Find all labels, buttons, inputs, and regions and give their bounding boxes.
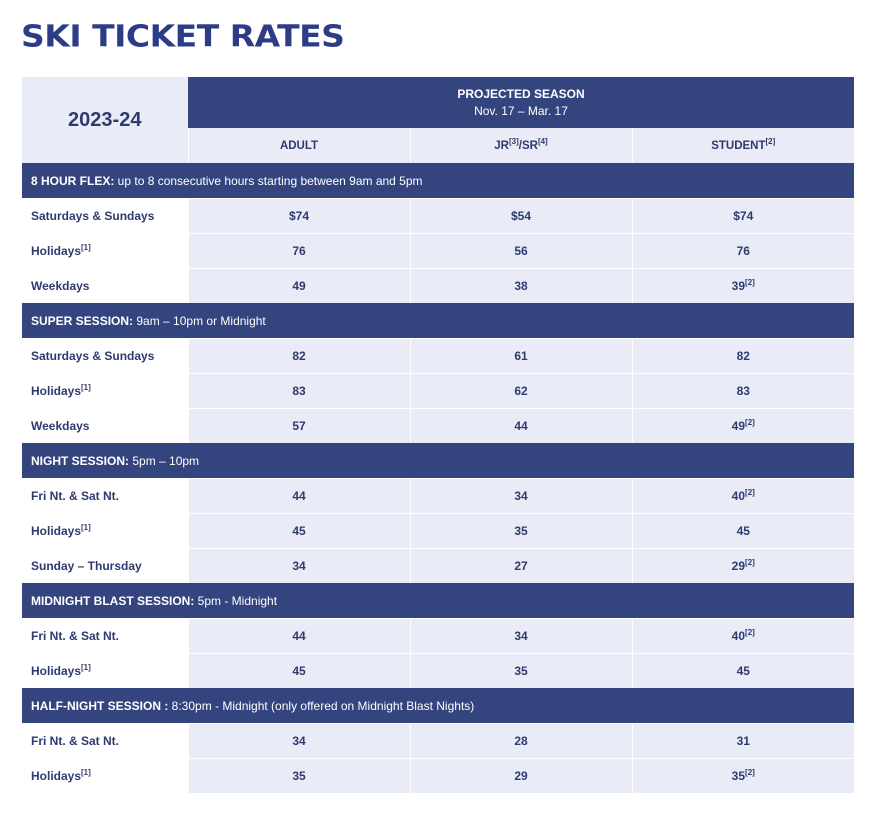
price-cell: 40[2] bbox=[632, 619, 854, 654]
section-name: MIDNIGHT BLAST SESSION: bbox=[31, 593, 195, 608]
row-label: Holidays[1] bbox=[22, 514, 188, 549]
price-cell: 76 bbox=[632, 234, 854, 269]
footnote-ref: [1] bbox=[81, 243, 91, 252]
price-cell: 57 bbox=[188, 409, 410, 444]
column-header-student: STUDENT[2] bbox=[632, 128, 854, 163]
section-title bbox=[22, 163, 854, 199]
section-title bbox=[22, 688, 854, 724]
rates-body bbox=[22, 163, 854, 793]
price-cell: 83 bbox=[632, 374, 854, 409]
price-cell: 45 bbox=[632, 654, 854, 689]
section-name: 8 HOUR FLEX: bbox=[31, 173, 115, 188]
row-label: Fri Nt. & Sat Nt. bbox=[22, 619, 188, 654]
rates-table-container bbox=[22, 77, 854, 793]
footnote-ref: [1] bbox=[81, 663, 91, 672]
price-cell: 35 bbox=[410, 514, 632, 549]
price-cell: $74 bbox=[632, 199, 854, 234]
section-name: HALF-NIGHT SESSION : bbox=[31, 698, 169, 713]
table-row bbox=[22, 339, 854, 374]
row-label: Weekdays bbox=[22, 409, 188, 444]
section-description: up to 8 consecutive hours starting between 9am and 5pm bbox=[114, 173, 423, 188]
table-row bbox=[22, 234, 854, 269]
price-cell: 49 bbox=[188, 269, 410, 304]
price-cell: 82 bbox=[188, 339, 410, 374]
price-cell: 35 bbox=[188, 759, 410, 794]
section-description: 9am – 10pm or Midnight bbox=[133, 313, 266, 328]
table-row bbox=[22, 199, 854, 234]
row-label: Fri Nt. & Sat Nt. bbox=[22, 479, 188, 514]
row-label: Holidays[1] bbox=[22, 759, 188, 794]
row-label: Holidays[1] bbox=[22, 654, 188, 689]
section-title bbox=[22, 303, 854, 339]
price-cell: 45 bbox=[188, 514, 410, 549]
row-label: Holidays[1] bbox=[22, 374, 188, 409]
price-cell: 44 bbox=[188, 619, 410, 654]
price-cell: 27 bbox=[410, 549, 632, 584]
price-cell: 38 bbox=[410, 269, 632, 304]
price-cell: 82 bbox=[632, 339, 854, 374]
row-label: Holidays[1] bbox=[22, 234, 188, 269]
row-label: Fri Nt. & Sat Nt. bbox=[22, 724, 188, 759]
price-cell: 45 bbox=[188, 654, 410, 689]
price-cell: 29[2] bbox=[632, 549, 854, 584]
section-name: NIGHT SESSION: bbox=[31, 453, 130, 468]
section-description: 5pm – 10pm bbox=[129, 453, 200, 468]
column-header-adult: ADULT bbox=[188, 128, 410, 163]
footnote-ref: [2] bbox=[745, 418, 755, 427]
footnote-ref: [2] bbox=[745, 628, 755, 637]
price-cell: 31 bbox=[632, 724, 854, 759]
projected-season-header bbox=[188, 77, 854, 128]
table-row bbox=[22, 724, 854, 759]
section-header bbox=[22, 443, 854, 479]
footnote-ref: [2] bbox=[745, 278, 755, 287]
footnote-ref: [2] bbox=[745, 768, 755, 777]
table-row bbox=[22, 549, 854, 584]
price-cell: 34 bbox=[188, 549, 410, 584]
section-title bbox=[22, 583, 854, 619]
footnote-ref: [1] bbox=[81, 523, 91, 532]
footnote-ref: [1] bbox=[81, 768, 91, 777]
price-cell: 34 bbox=[410, 619, 632, 654]
price-cell: 40[2] bbox=[632, 479, 854, 514]
projected-season-title: PROJECTED SEASON bbox=[457, 86, 585, 101]
season-year: 2023-24 bbox=[22, 77, 188, 163]
section-description: 8:30pm - Midnight (only offered on Midnight Blast Nights) bbox=[168, 698, 475, 713]
projected-season-dates: Nov. 17 – Mar. 17 bbox=[474, 103, 568, 118]
page-title: SKI TICKET RATES bbox=[21, 18, 345, 54]
price-cell: 45 bbox=[632, 514, 854, 549]
price-cell: 61 bbox=[410, 339, 632, 374]
section-description: 5pm - Midnight bbox=[194, 593, 278, 608]
table-row bbox=[22, 269, 854, 304]
footnote-ref: [2] bbox=[745, 558, 755, 567]
section-header bbox=[22, 303, 854, 339]
price-cell: 83 bbox=[188, 374, 410, 409]
price-cell: 34 bbox=[188, 724, 410, 759]
table-row bbox=[22, 759, 854, 794]
price-cell: 29 bbox=[410, 759, 632, 794]
row-label: Saturdays & Sundays bbox=[22, 199, 188, 234]
rates-table bbox=[22, 77, 854, 793]
row-label: Sunday – Thursday bbox=[22, 549, 188, 584]
section-header bbox=[22, 688, 854, 724]
section-header bbox=[22, 583, 854, 619]
column-header-jr-sr: JR[3]/SR[4] bbox=[410, 128, 632, 163]
table-row bbox=[22, 479, 854, 514]
row-label: Weekdays bbox=[22, 269, 188, 304]
footnote-ref: [2] bbox=[745, 488, 755, 497]
price-cell: 34 bbox=[410, 479, 632, 514]
table-row bbox=[22, 374, 854, 409]
price-cell: 44 bbox=[188, 479, 410, 514]
price-cell: 35[2] bbox=[632, 759, 854, 794]
price-cell: 62 bbox=[410, 374, 632, 409]
price-cell: 49[2] bbox=[632, 409, 854, 444]
table-row bbox=[22, 409, 854, 444]
price-cell: 28 bbox=[410, 724, 632, 759]
price-cell: 56 bbox=[410, 234, 632, 269]
price-cell: 35 bbox=[410, 654, 632, 689]
price-cell: 44 bbox=[410, 409, 632, 444]
section-title bbox=[22, 443, 854, 479]
table-row bbox=[22, 619, 854, 654]
price-cell: $54 bbox=[410, 199, 632, 234]
section-name: SUPER SESSION: bbox=[31, 313, 134, 328]
price-cell: 39[2] bbox=[632, 269, 854, 304]
table-row bbox=[22, 654, 854, 689]
table-row bbox=[22, 514, 854, 549]
price-cell: $74 bbox=[188, 199, 410, 234]
price-cell: 76 bbox=[188, 234, 410, 269]
footnote-ref: [1] bbox=[81, 383, 91, 392]
row-label: Saturdays & Sundays bbox=[22, 339, 188, 374]
section-header bbox=[22, 163, 854, 199]
